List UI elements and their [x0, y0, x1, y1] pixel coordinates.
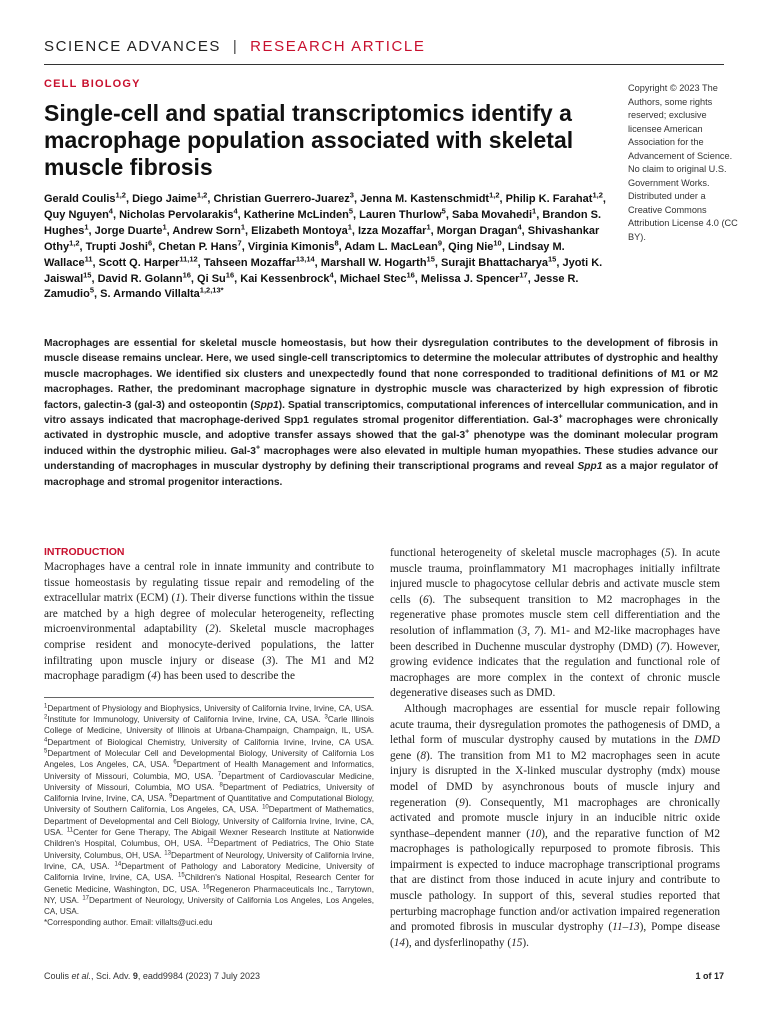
body-text: 3 [521, 624, 528, 637]
author-affiliation-marker: 1 [240, 222, 246, 232]
author-affiliation-marker: 5 [89, 285, 95, 295]
author-affiliation-marker: 5 [348, 206, 354, 216]
author-affiliation-marker: 1 [347, 222, 352, 232]
affiliation-text: 8 [219, 782, 223, 789]
affiliation-text: 5 [44, 748, 48, 755]
affiliation-text: 2 [44, 714, 48, 721]
affiliation-text: Department of Molecular Cell and Developmental Biology, University of California Los Angeles, Los Angeles, CA, USA. [44, 748, 374, 770]
body-text: 15 [511, 936, 523, 949]
header-rule [44, 64, 724, 65]
author-name: David R. Golann [97, 272, 183, 285]
citation-volume: 9 [132, 971, 138, 981]
author-affiliation-marker: 1 [162, 222, 167, 232]
affiliation-text: Department of Cardiovascular Medicine, University of Missouri, Columbia, MO USA. [44, 771, 374, 792]
abstract-text: ). Spatial transcriptomics, computational inferences of intercellular communication, and in vitro assays indicated that macrophage-derived Spp1 regulates stromal progenitor differentiation. Gal-3 [44, 399, 718, 427]
body-text: ) has been used to describe the [156, 670, 295, 683]
author-affiliation-marker: 15 [548, 253, 557, 263]
author-name: Marshall W. Hogarth [320, 256, 427, 269]
author-name: Andrew Sorn [172, 224, 241, 237]
abstract-text: as a major regulator of macrophage and stromal progenitor interactions. [44, 461, 719, 488]
body-text: ). The transition from M1 to M2 macrophages seen in acute injury is disrupted in the X-linked muscular dystrophy (mdx) mouse model of DMD by asynchronous bouts of muscle injury and regeneration ( [390, 749, 720, 809]
affiliation-text: 17 [82, 895, 90, 902]
author-affiliation-marker: 1,2 [489, 190, 500, 200]
author-affiliation-marker: 4 [233, 206, 238, 216]
author-name: Katherine McLinden [243, 208, 349, 221]
affiliation-text: Department of Mathematics, Department of Developmental and Cell Biology, University of California Irvine, Irvine, CA, USA. [44, 805, 374, 838]
author-affiliation-marker: 10 [493, 238, 502, 248]
affiliations-divider [44, 697, 374, 698]
introduction-heading: INTRODUCTION [44, 546, 125, 558]
author-affiliation-marker: 15 [83, 269, 92, 279]
author-name: Lauren Thurlow [359, 208, 442, 221]
author-name: Adam L. MacLean [344, 240, 438, 253]
body-text: ), and dysferlinopathy ( [405, 936, 512, 949]
affiliation-text: 11 [66, 827, 74, 834]
journal-header [44, 38, 425, 55]
author-name: Qing Nie [448, 240, 494, 253]
author-name: Lindsay M. Wallace [44, 240, 565, 269]
affiliation-text: Department of Pediatrics, The Ohio State University, Columbus, OH, USA. [44, 839, 374, 860]
author-list: Gerald Coulis$^{1,2}$, Diego Jaime$^{1,2}$, Christian Guerrero-Juarez$^3$, Jenna M. Kastenschmidt$^{1,2}$, Philip K. Farahat$^{1,2}$, Quy Nguyen$^4$, Nicholas Pervolarakis$^4$, Katherine McLinden$^5$, Lauren Thurlow$^5$, Saba Movahedi$^1$, Brandon S. Hughes$^1$, Jorge Duarte$^1$, Andrew Sorn$^1$, Elizabeth Montoya$^1$, Izza Mozaffar$^1$, Morgan Dragan$^4$, Shivashankar Othy$^{1,2}$, Trupti Joshi$^6$, Chetan P. Hans$^7$, Virginia Kimonis$^8$, Adam L. MacLean$^9$, Qing Nie$^{10}$, Lindsay M. Wallace$^{11}$, Scott Q. Harper$^{11,12}$, Tahseen Mozaffar$^{13,14}$, Marshall W. Hogarth$^{15}$, Surajit Bhattacharya$^{15}$, Jyoti K. Jaiswal$^{15}$, David R. Golann$^{16}$, Qi Su$^{16}$, Kai Kessenbrock$^4$, Michael Stec$^{16}$, Melissa J. Spencer$^{17}$, Jesse R. Zamudio$^5$, S. Armando Villalta$^{1,2,13*}$ [44, 190, 606, 301]
author-affiliation-marker: 4 [329, 269, 334, 279]
affiliation-text: Department of Health Management and Informatics, University of Missouri, Columbia, MO, USA. [44, 760, 374, 781]
author-name: Surajit Bhattacharya [441, 256, 548, 269]
affiliation-text: Department of Pediatrics, University of California Irvine, Irvine, CA, USA. [44, 782, 374, 804]
body-text: ). The subsequent transition to M2 macrophages in the regenerative phase promotes muscle stem cell differentiation and the resolution of inflammation ( [390, 593, 720, 637]
affiliation-text: 3 [324, 714, 328, 721]
body-text: functional heterogeneity of skeletal muscle macrophages ( [390, 547, 666, 559]
author-name: Elizabeth Montoya [251, 224, 348, 237]
affiliation-text: 12 [206, 838, 214, 845]
affiliation-text: 16 [202, 883, 210, 890]
abstract-text: Spp1 [577, 461, 603, 473]
author-name: Brandon S. Hughes [44, 208, 601, 237]
header-separator: | [232, 38, 239, 55]
author-affiliation-marker: 6 [147, 238, 153, 248]
author-affiliation-marker: 1,2 [115, 190, 126, 200]
author-affiliation-marker: 11 [84, 253, 93, 263]
author-affiliation-marker: 1 [84, 222, 89, 232]
abstract-text: Macrophages are essential for skeletal muscle homeostasis, but how their dysregulation contributes to the development of fibrosis in muscle disease remains unclear. Here, we used single-cell transcriptomics to determine the molecular attributes of dystrophic and healthy muscle macrophages. We identified six clusters and unexpectedly found that none corresponded to traditional definitions of M1 or M2 macrophages. Rather, the predominant macrophage signature in dystrophic muscle was characterized by high expression of fibrotic factors, galectin-3 (gal-3) and osteopontin ( [44, 338, 718, 411]
affiliation-text: Institute for Immunology, University of California Irvine, Irvine, CA, USA. [47, 715, 325, 725]
author-affiliation-marker: 1 [532, 206, 537, 216]
abstract-text: macrophages were chronically activated in dystrophic muscle, and adoptive transfer assays showed that the gal-3 [44, 415, 719, 442]
article-type: RESEARCH ARTICLE [250, 38, 426, 55]
body-text: ). Consequently, M1 macrophages are chronically activated and promote muscle injury in an inducible nitric oxide synthase–dependent manner ( [390, 796, 720, 840]
intro-paragraph [390, 546, 720, 702]
author-name: Jenna M. Kastenschmidt [360, 193, 490, 205]
intro-paragraph [390, 702, 720, 952]
author-affiliation-marker: 5 [441, 206, 446, 216]
left-column [44, 546, 374, 929]
author-affiliation-marker: 17 [519, 269, 528, 279]
author-name: Chetan P. Hans [158, 240, 238, 253]
body-text: gene ( [390, 749, 421, 762]
corresponding-author: *Corresponding author. Email: villalts@uci.edu [44, 918, 213, 928]
body-text: ), and the reparative function of M2 macrophages is pathologically repurposed to promote fibrosis. This impairment is expected to induce macrophage transcriptional programs that are distinct from those induced in acute injury and contribute to muscle pathology. In support of this, several studies reported that perturbing macrophage function and/or activation impaired regeneration and promoted fibrosis in muscular dystrophy ( [390, 827, 720, 934]
author-name: Jyoti K. Jaiswal [44, 256, 603, 285]
author-name: Shivashankar Othy [44, 224, 600, 253]
body-text: ). Their diverse functions within the tissue are matched by a high degree of molecular heterogeneity, reflecting microenvironmental adaptability ( [44, 592, 374, 636]
abstract-text: phenotype was the dominant molecular program induced within the dystrophic milieu. Gal-3 [44, 430, 719, 457]
intro-paragraph [44, 560, 374, 685]
citation-authors: Coulis [44, 971, 72, 981]
citation-details: , eadd9984 (2023) 7 July 2023 [137, 971, 260, 981]
abstract-text: macrophages were also elevated in multiple human myopathies. These studies advance our understanding of macrophages in muscular dystrophy by defining their transcriptional programs and reveal [44, 445, 718, 473]
footer-citation [44, 971, 260, 981]
citation-etal: et al. [71, 971, 92, 981]
author-name: Qi Su [197, 272, 226, 285]
journal-name: SCIENCE ADVANCES [44, 38, 222, 55]
author-name: Tahseen Mozaffar [203, 256, 296, 269]
right-column [390, 546, 720, 951]
author-affiliation-marker: 8 [334, 238, 339, 248]
author-affiliation-marker: 13,14 [295, 253, 315, 263]
affiliation-text: 13 [164, 849, 171, 856]
author-name: Jesse R. Zamudio [44, 272, 579, 301]
body-text: 9 [459, 796, 465, 809]
citation-journal: , Sci. Adv. [91, 971, 133, 981]
affiliation-text: 10 [262, 804, 269, 811]
affiliation-text: 15 [178, 872, 185, 879]
author-name: Virginia Kimonis [247, 240, 335, 253]
body-text: ). However, growing evidence indicates that the regulation and functional role of macrophages are more complex in the context of chronic muscle degenerative diseases such as DMD. [390, 640, 720, 700]
author-affiliation-marker: 1,2 [196, 190, 208, 200]
author-name: Kai Kessenbrock [240, 272, 330, 285]
body-text: ). Skeletal muscle macrophages comprise resident and monocyte-derived populations, the latter infiltrating upon muscle injury or disease ( [44, 623, 374, 667]
body-text: 2 [209, 623, 215, 636]
affiliation-text: 6 [173, 759, 177, 766]
body-text: 4 [151, 670, 157, 683]
body-text: 10 [529, 827, 542, 840]
affiliation-text: Regeneron Pharmaceuticals Inc., Tarrytown, NY, USA. [44, 884, 374, 905]
author-name: Nicholas Pervolarakis [119, 208, 234, 221]
author-affiliation-marker: 7 [237, 238, 242, 248]
affiliation-text: Children's National Hospital, Research Center for Genetic Medicine, Washington, DC, USA. [44, 873, 374, 894]
body-text: 7 [660, 640, 666, 653]
body-text: 5 [665, 547, 671, 559]
author-name: Philip K. Farahat [505, 193, 593, 205]
author-affiliation-marker: 3 [349, 190, 354, 200]
author-affiliation-marker: 4 [108, 206, 113, 216]
page-number: 1 of 17 [695, 971, 724, 981]
section-label: CELL BIOLOGY [44, 78, 141, 90]
affiliation-text: Department of Pathology and Laboratory Medicine, University of California Irvine, Irvine, CA, USA. [44, 861, 374, 883]
body-text: 8 [420, 749, 427, 762]
author-name: Scott Q. Harper [98, 256, 180, 269]
author-name: Christian Guerrero-Juarez [213, 193, 350, 205]
body-text: 11–13 [612, 921, 640, 934]
affiliation-text: Carle Illinois College of Medicine, University of Illinois at Urbana-Champaign, Champaign, IL, USA. [44, 715, 374, 736]
affiliation-text: Center for Gene Therapy, The Abigail Wexner Research Institute at Nationwide Children's Hospital, Columbus, OH, USA. [44, 828, 374, 849]
body-text: ). The M1 and M2 macrophage paradigm ( [44, 654, 374, 683]
body-text: 1 [175, 592, 181, 605]
author-name: Jorge Duarte [94, 224, 163, 237]
author-affiliation-marker: 1,2,13* [199, 285, 224, 295]
body-text: 14 [393, 936, 406, 949]
affiliation-text: 4 [44, 736, 48, 743]
author-affiliation-marker: 1 [426, 222, 431, 232]
author-name: Quy Nguyen [44, 208, 109, 221]
body-text: ). [522, 936, 529, 949]
author-affiliation-marker: 16 [182, 269, 191, 279]
author-affiliation-marker: 16 [406, 269, 415, 279]
body-text: ). M1- and M2-like macrophages have been described in Duchenne muscular dystrophy (DMD) ( [390, 624, 720, 653]
body-text: 7 [534, 624, 540, 637]
body-text: ), Pompe disease ( [390, 921, 720, 949]
author-affiliation-marker: 1,2 [592, 190, 603, 200]
body-text: DMD [694, 734, 720, 747]
author-affiliation-marker: 11,12 [179, 253, 198, 263]
article-title: Single-cell and spatial transcriptomics identify a macrophage population associated with skeletal muscle fibrosis [44, 100, 574, 180]
body-text: , [527, 624, 535, 637]
author-affiliation-marker: 4 [517, 222, 522, 232]
body-text: Macrophages have a central role in innate immunity and contribute to tissue homeostasis by regulating tissue repair and remodeling of the extracellular matrix (ECM) ( [44, 561, 374, 605]
abstract [44, 336, 718, 490]
abstract-text: + [255, 444, 261, 452]
author-name: Saba Movahedi [451, 208, 533, 221]
author-name: Diego Jaime [132, 193, 197, 205]
body-text: ). In acute muscle trauma, proinflammatory M1 macrophages initially infiltrate injured muscle to phagocytose cellular debris and activate muscle stem cells ( [390, 547, 720, 606]
author-name: Izza Mozaffar [358, 224, 427, 237]
affiliation-text: Department of Biological Chemistry, University of California Irvine, Irvine, CA USA. [47, 737, 374, 747]
affiliation-text: Department of Quantitative and Computational Biology, University of Southern California, Los Angeles, CA, USA. [44, 794, 374, 815]
affiliations [44, 703, 374, 918]
abstract-text: + [558, 413, 563, 421]
affiliation-text: Department of Physiology and Biophysics, University of California Irvine, Irvine, CA, USA. [47, 703, 374, 713]
body-text: 3 [265, 654, 272, 667]
affiliation-text: Department of Neurology, University of California Irvine, Irvine, CA, USA. [44, 850, 375, 871]
affiliation-text: 7 [217, 770, 222, 777]
abstract-text: Spp1 [253, 399, 279, 411]
abstract-text: + [465, 429, 470, 437]
author-name: Gerald Coulis [44, 193, 116, 205]
author-name: Melissa J. Spencer [420, 272, 520, 285]
author-name: Trupti Joshi [85, 240, 148, 253]
author-affiliation-marker: 9 [437, 238, 443, 248]
body-text: 6 [422, 593, 429, 606]
affiliation-text: 9 [169, 793, 173, 800]
affiliation-text: 1 [44, 703, 48, 710]
copyright-notice: Copyright © 2023 The Authors, some rights reserved; exclusive licensee American Association for the Advancement of Science. No claim to original U.S. Government Works. Distributed under a Creative Commons Attribution License 4.0 (CC BY). [628, 83, 738, 242]
affiliation-text: Department of Neurology, University of California Los Angeles, Los Angeles, CA, USA. [44, 895, 374, 917]
author-affiliation-marker: 16 [225, 269, 235, 279]
author-affiliation-marker: 1,2 [69, 238, 80, 248]
body-text: Although macrophages are essential for muscle repair following acute trauma, their dysregulation promotes the pathogenesis of DMD, a lethal form of muscular dystrophy caused by mutations in the [390, 702, 720, 747]
author-name: Michael Stec [339, 272, 407, 285]
author-name: Morgan Dragan [436, 224, 518, 237]
author-affiliation-marker: 15 [426, 253, 435, 263]
affiliation-text: 14 [114, 861, 122, 868]
author-name: S. Armando Villalta [100, 288, 200, 301]
